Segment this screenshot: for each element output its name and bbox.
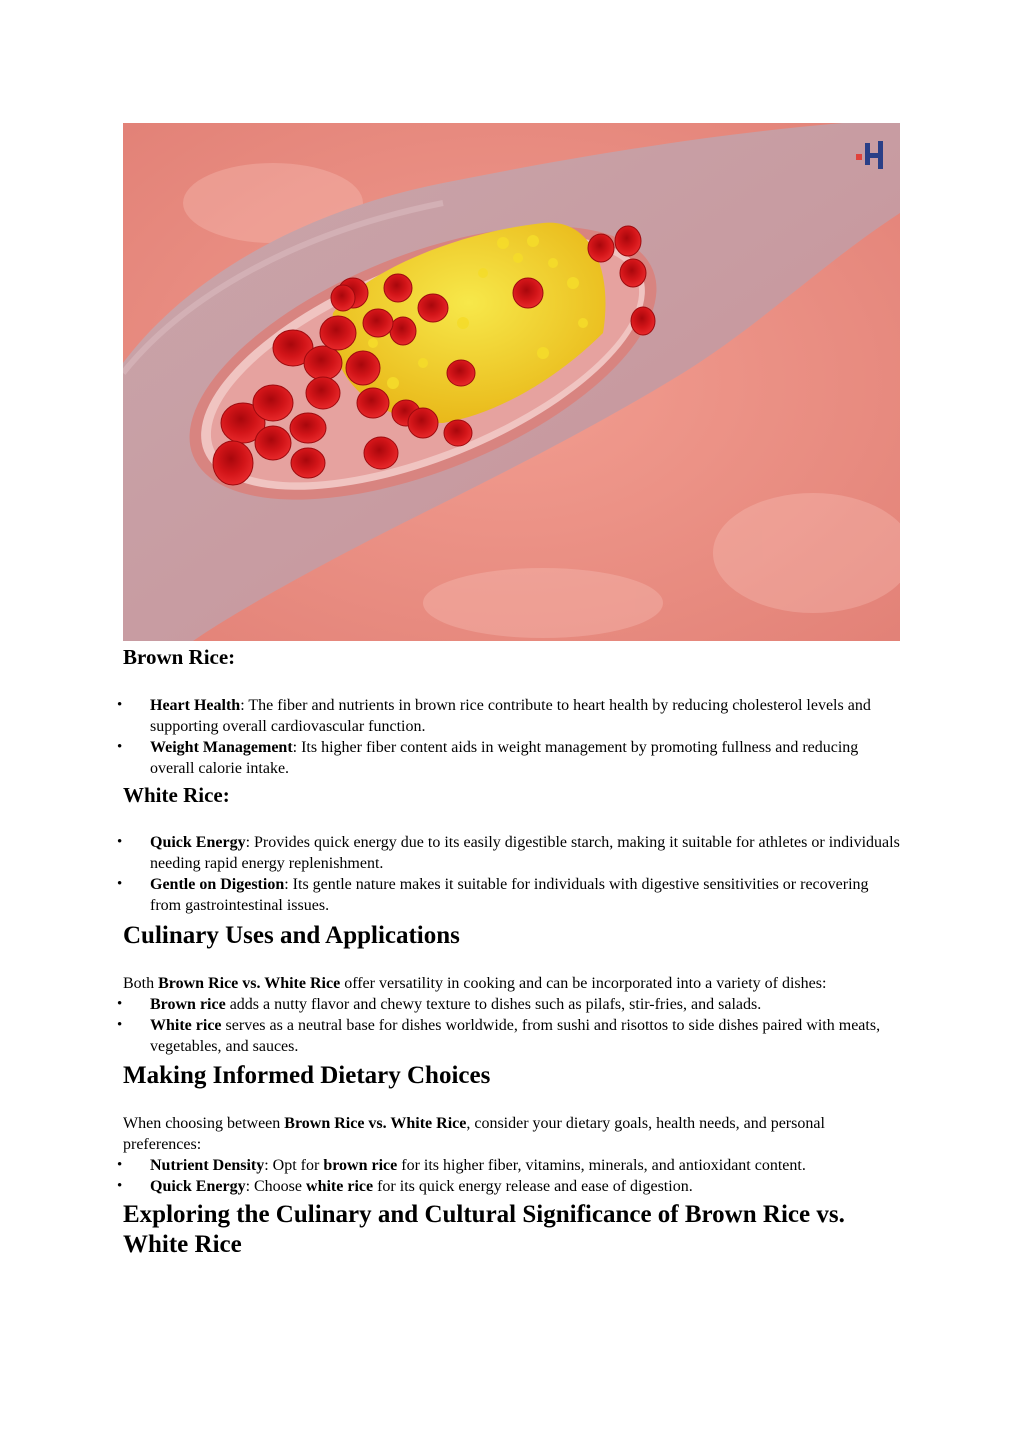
brown-rice-heading: Brown Rice: bbox=[123, 645, 236, 669]
list-item: • Quick Energy: Provides quick energy due to its easily digestible starch, making it suitable for athletes or individuals needing rapid energy replenishment. bbox=[123, 832, 903, 874]
list-item: • Gentle on Digestion: Its gentle nature makes it suitable for individuals with digestive sensitivities or recovering from gastrointestinal issues. bbox=[123, 874, 903, 916]
brown-rice-benefits-list bbox=[123, 695, 903, 779]
culinary-list bbox=[123, 994, 903, 1057]
list-item: • Weight Management: Its higher fiber content aids in weight management by promoting fullness and reducing overall calorie intake. bbox=[123, 737, 903, 779]
dietary-intro: When choosing between Brown Rice vs. White Rice, consider your dietary goals, health needs, and personal preferences: bbox=[123, 1115, 825, 1153]
white-rice-heading: White Rice: bbox=[123, 783, 230, 807]
culinary-heading: Culinary Uses and Applications bbox=[123, 922, 460, 949]
culinary-intro: Both Brown Rice vs. White Rice offer versatility in cooking and can be incorporated into a variety of dishes: bbox=[123, 975, 827, 992]
dietary-heading: Making Informed Dietary Choices bbox=[123, 1062, 491, 1089]
list-item: • Heart Health: The fiber and nutrients in brown rice contribute to heart health by reducing cholesterol levels and supporting overall cardiovascular function. bbox=[123, 695, 903, 737]
artery-illustration bbox=[123, 123, 900, 641]
dietary-list bbox=[123, 1155, 903, 1197]
list-item: • Brown rice adds a nutty flavor and chewy texture to dishes such as pilafs, stir-fries, and salads. bbox=[123, 994, 903, 1015]
article-content bbox=[123, 643, 903, 1260]
list-item: • White rice serves as a neutral base for dishes worldwide, from sushi and risottos to side dishes paired with meats, vegetables, and sauces. bbox=[123, 1015, 903, 1057]
list-item: • Nutrient Density: Opt for brown rice for its higher fiber, vitamins, minerals, and antioxidant content. bbox=[123, 1155, 903, 1176]
exploring-heading: Exploring the Culinary and Cultural Significance of Brown Rice vs. White Rice bbox=[123, 1201, 845, 1258]
list-item: • Quick Energy: Choose white rice for its quick energy release and ease of digestion. bbox=[123, 1176, 903, 1197]
white-rice-benefits-list bbox=[123, 832, 903, 916]
